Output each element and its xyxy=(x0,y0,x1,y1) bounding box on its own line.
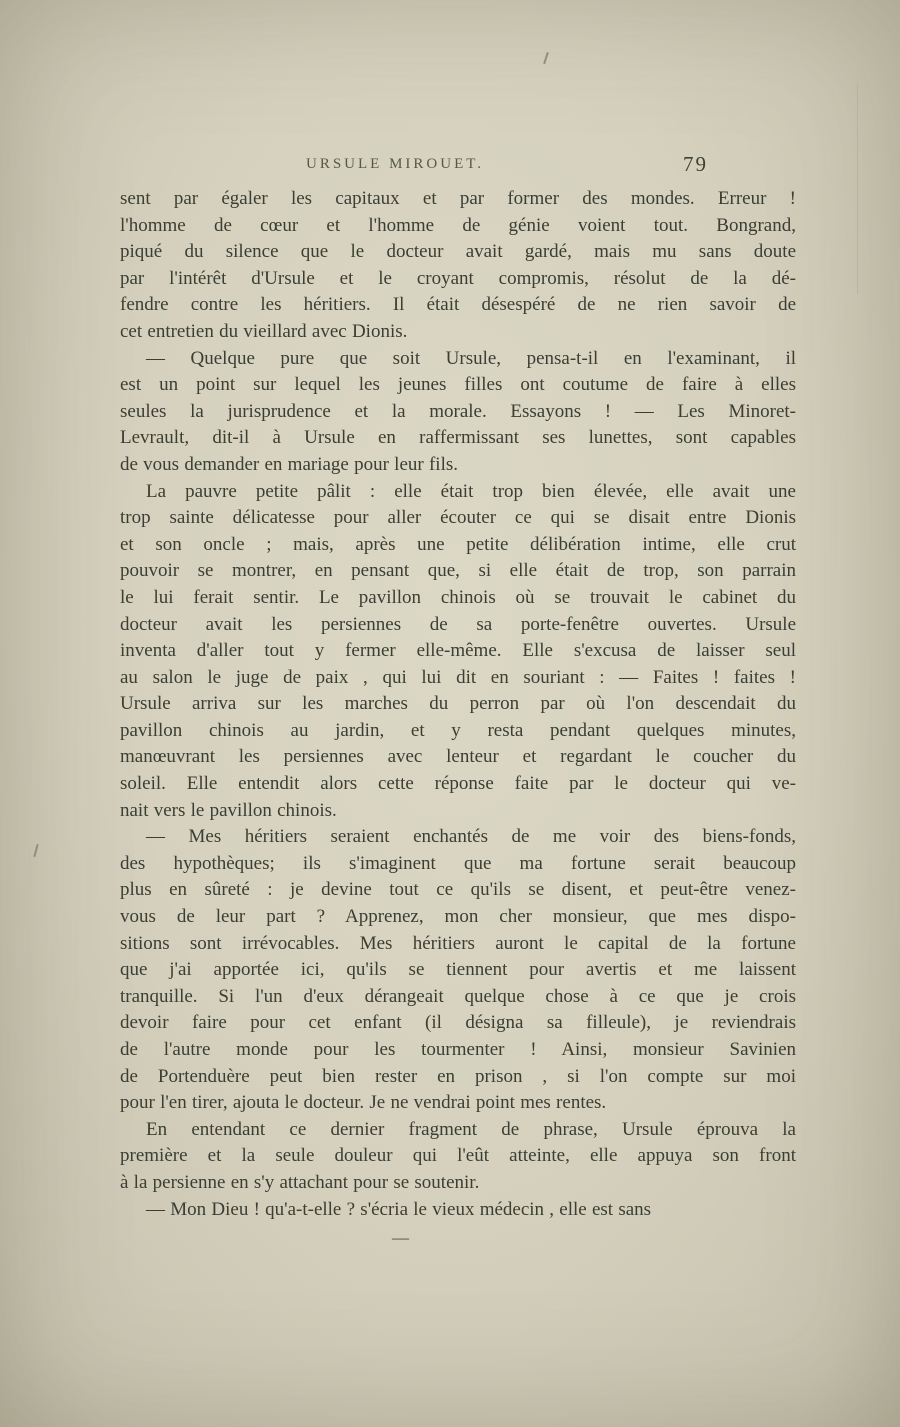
text-line: docteur avait les persiennes de sa porte-fenêtre ouvertes. Ursule xyxy=(120,613,796,635)
text-line: et son oncle ; mais, après une petite délibération intime, elle crut xyxy=(120,533,796,555)
text-line: piqué du silence que le docteur avait gardé, mais mu sans doute xyxy=(120,241,796,263)
text-line: En entendant ce dernier fragment de phrase, Ursule éprouva la xyxy=(146,1118,796,1140)
text-line: le lui ferait sentir. Le pavillon chinois où se trouvait le cabinet du xyxy=(120,586,796,608)
text-line: trop sainte délicatesse pour aller écouter ce qui se disait entre Dionis xyxy=(120,507,796,529)
text-line: au salon le juge de paix , qui lui dit en souriant : — Faites ! faites ! xyxy=(120,666,796,688)
text-line: manœuvrant les persiennes avec lenteur et regardant le coucher du xyxy=(120,746,796,768)
text-line: des hypothèques; ils s'imaginent que ma fortune serait beaucoup xyxy=(120,852,796,874)
paragraph xyxy=(120,479,796,825)
text-line: devoir faire pour cet enfant (il désigna sa filleule), je reviendrais xyxy=(120,1012,796,1034)
text-line: pour l'en tirer, ajouta le docteur. Je ne vendrai point mes rentes. xyxy=(120,1092,607,1114)
paragraph xyxy=(120,1197,796,1224)
text-line: est un point sur lequel les jeunes filles ont coutume de faire à elles xyxy=(120,374,796,396)
text-line: sent par égaler les capitaux et par former des mondes. Erreur ! xyxy=(120,188,796,209)
scan-artifact-top xyxy=(543,52,548,64)
paragraph xyxy=(120,186,796,346)
text-line: à la persienne en s'y attachant pour se soutenir. xyxy=(120,1171,480,1193)
text-line: fendre contre les héritiers. Il était désespéré de ne rien savoir de xyxy=(120,294,796,316)
text-block xyxy=(120,186,796,1223)
text-line: de Portenduère peut bien rester en prison , si l'on compte sur moi xyxy=(120,1065,796,1087)
footer-mark: — xyxy=(392,1228,410,1247)
text-line: pavillon chinois au jardin, et y resta pendant quelques minutes, xyxy=(120,719,796,741)
page-number: 79 xyxy=(683,152,708,176)
text-line: plus en sûreté : je devine tout ce qu'ils se disent, et peut-être venez- xyxy=(120,879,796,901)
text-line: tranquille. Si l'un d'eux dérangeait quelque chose à ce que je crois xyxy=(120,985,796,1007)
text-line: de l'autre monde pour les tourmenter ! Ainsi, monsieur Savinien xyxy=(120,1039,796,1060)
text-line: de vous demander en mariage pour leur fils. xyxy=(120,453,458,475)
text-line: par l'intérêt d'Ursule et le croyant compromis, résolut de la dé- xyxy=(120,267,796,289)
text-line: soleil. Elle entendit alors cette réponse faite par le docteur qui ve- xyxy=(120,773,796,795)
text-line: seules la jurisprudence et la morale. Essayons ! — Les Minoret- xyxy=(120,400,796,422)
text-line: cet entretien du vieillard avec Dionis. xyxy=(120,320,408,342)
text-line: première et la seule douleur qui l'eût atteinte, elle appuya son front xyxy=(120,1145,796,1167)
text-line: nait vers le pavillon chinois. xyxy=(120,799,337,821)
scan-artifact-left xyxy=(33,844,38,857)
text-line: — Quelque pure que soit Ursule, pensa-t-il en l'examinant, il xyxy=(146,347,796,369)
text-line: que j'ai apportée ici, qu'ils se tiennent pour avertis et me laissent xyxy=(120,959,796,981)
text-line: vous de leur part ? Apprenez, mon cher monsieur, que mes dispo- xyxy=(120,906,796,928)
text-line: Levrault, dit-il à Ursule en raffermissant ses lunettes, sont capables xyxy=(120,427,796,449)
paragraph xyxy=(120,346,796,479)
text-line: Ursule arriva sur les marches du perron par où l'on descendait du xyxy=(120,693,796,715)
running-header xyxy=(120,152,796,178)
text-line: — Mon Dieu ! qu'a-t-elle ? s'écria le vieux médecin , elle est sans xyxy=(146,1198,652,1220)
scan-artifact-edge xyxy=(857,84,858,294)
text-line: inventa d'aller tout y fermer elle-même. Elle s'excusa de laisser seul xyxy=(120,640,796,662)
paragraph xyxy=(120,1117,796,1197)
text-line: La pauvre petite pâlit : elle était trop bien élevée, elle avait une xyxy=(146,480,796,502)
text-line: l'homme de cœur et l'homme de génie voient tout. Bongrand, xyxy=(120,214,796,236)
running-title: URSULE MIROUET. xyxy=(306,156,485,172)
text-line: — Mes héritiers seraient enchantés de me voir des biens-fonds, xyxy=(146,826,796,848)
text-line: pouvoir se montrer, en pensant que, si elle était de trop, son parrain xyxy=(120,560,796,582)
text-line: sitions sont irrévocables. Mes héritiers auront le capital de la fortune xyxy=(120,932,796,954)
paragraph xyxy=(120,824,796,1117)
